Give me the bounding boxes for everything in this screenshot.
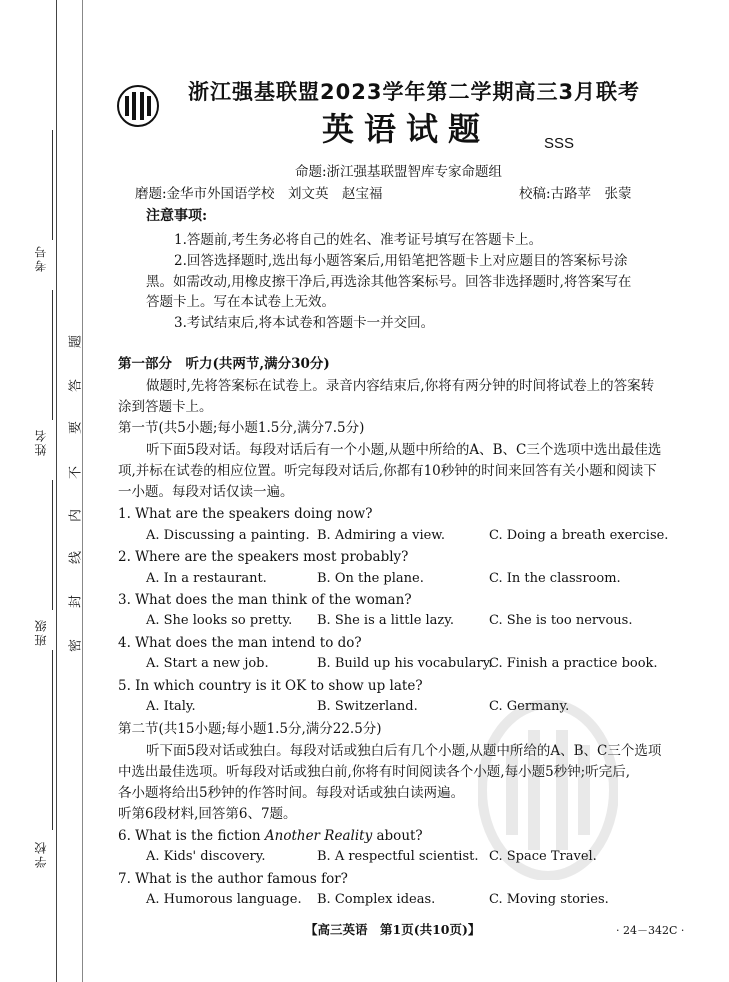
paper-code: SSS — [544, 135, 575, 152]
proposer: 命题:浙江强基联盟智库专家命题组 — [295, 164, 503, 180]
paper-number: · 24－342C · — [616, 924, 685, 937]
seal-char: 内 — [68, 509, 84, 523]
section1-heading: 第一节(共5小题;每小题1.5分,满分7.5分) — [118, 420, 365, 436]
seal-char: 线 — [68, 551, 84, 565]
question-stem-text: 6. What is the fiction — [118, 828, 265, 844]
part1-intro: 做题时,先将答案标在试卷上。录音内容结束后,你将有两分钟的时间将试卷上的答案转 — [146, 378, 655, 394]
binding-line-outer — [56, 0, 57, 982]
option-b: B. On the plane. — [317, 571, 424, 586]
seal-char: 不 — [68, 466, 84, 480]
option-c: C. In the classroom. — [489, 571, 621, 586]
question-stem — [118, 826, 423, 847]
option-c: C. Doing a breath exercise. — [489, 528, 669, 543]
class-label: 班级 — [34, 618, 48, 646]
question-stem: 7. What is the author famous for? — [118, 871, 348, 887]
option-c: C. She is too nervous. — [489, 613, 633, 628]
question-stem: 3. What does the man think of the woman? — [118, 592, 412, 608]
class-write-line — [52, 480, 53, 610]
part1-heading: 第一部分 听力(共两节,满分30分) — [118, 356, 330, 372]
seal-char: 答 — [68, 379, 84, 393]
option-a: A. Start a new job. — [146, 656, 269, 671]
section1-intro: 一小题。每段对话仅读一遍。 — [118, 484, 294, 500]
name-label: 姓名 — [34, 428, 48, 456]
option-b: B. Switzerland. — [317, 699, 418, 714]
note-item: 2.回答选择题时,选出每小题答案后,用铅笔把答题卡上对应题目的答案标号涂 — [174, 253, 628, 269]
section2-heading: 第二节(共15小题;每小题1.5分,满分22.5分) — [118, 721, 382, 737]
option-b: B. A respectful scientist. — [317, 849, 479, 864]
option-c: C. Finish a practice book. — [489, 656, 658, 671]
option-c: C. Space Travel. — [489, 849, 597, 864]
note-item: 1.答题前,考生务必将自己的姓名、准考证号填写在答题卡上。 — [174, 232, 543, 248]
exam-no-label: 考号 — [34, 244, 48, 272]
seal-char: 题 — [68, 335, 84, 349]
note-item: 黑。如需改动,用橡皮擦干净后,再选涂其他答案标号。回答非选择题时,将答案写在 — [146, 274, 632, 290]
option-a: A. She looks so pretty. — [146, 613, 293, 628]
page-footer: 【高三英语 第1页(共10页)】 — [305, 922, 481, 937]
question-stem: 2. Where are the speakers most probably? — [118, 549, 409, 565]
note-item: 3.考试结束后,将本试卷和答题卡一并交回。 — [174, 315, 435, 331]
binding-line-inner — [82, 0, 83, 982]
option-a: A. Humorous language. — [146, 892, 302, 907]
option-a: A. Italy. — [146, 699, 196, 714]
option-a: A. Kids' discovery. — [146, 849, 266, 864]
exam-title: 浙江强基联盟2023学年第二学期高三3月联考 — [188, 80, 641, 104]
note-item: 答题卡上。写在本试卷上无效。 — [146, 294, 335, 310]
option-a: A. Discussing a painting. — [146, 528, 310, 543]
proofreader: 校稿:古路苹 张蒙 — [519, 186, 632, 202]
option-a: A. In a restaurant. — [146, 571, 267, 586]
school-label: 学校 — [34, 840, 48, 868]
seal-char: 密 — [68, 639, 84, 653]
option-b: B. Admiring a view. — [317, 528, 446, 543]
option-c: C. Moving stories. — [489, 892, 609, 907]
question-stem: 1. What are the speakers doing now? — [118, 506, 373, 522]
seal-char: 要 — [68, 421, 84, 435]
section1-intro: 项,并标在试卷的相应位置。听完每段对话后,你都有10秒钟的时间来回答有关小题和阅读下 — [118, 463, 657, 479]
school-write-line — [52, 650, 53, 830]
polisher: 磨题:金华市外国语学校 刘文英 赵宝福 — [135, 186, 383, 202]
section2-intro: 听下面5段对话或独白。每段对话或独白后有几个小题,从题中所给的A、B、C三个选项 — [146, 743, 662, 759]
section2-intro: 各小题将给出5秒钟的作答时间。每段对话或独白读两遍。 — [118, 785, 465, 801]
alliance-logo-icon — [116, 84, 160, 128]
fiction-title: Another Reality — [264, 828, 373, 844]
part1-intro: 涂到答题卡上。 — [118, 399, 213, 415]
option-c: C. Germany. — [489, 699, 570, 714]
subject-title: 英语试题 — [322, 110, 491, 148]
notes-heading: 注意事项: — [146, 208, 208, 224]
name-write-line — [52, 290, 53, 420]
question-stem: 4. What does the man intend to do? — [118, 635, 362, 651]
question-stem-text: about? — [372, 828, 423, 844]
option-b: B. Complex ideas. — [317, 892, 436, 907]
watermark-logo-icon — [478, 700, 618, 880]
seal-char: 封 — [68, 595, 84, 609]
option-b: B. Build up his vocabulary. — [317, 656, 493, 671]
option-b: B. She is a little lazy. — [317, 613, 455, 628]
material-instruction: 听第6段材料,回答第6、7题。 — [118, 806, 297, 822]
exam-no-write-line — [52, 130, 53, 240]
section1-intro: 听下面5段对话。每段对话后有一个小题,从题中所给的A、B、C三个选项中选出最佳选 — [146, 442, 662, 458]
question-stem: 5. In which country is it OK to show up late? — [118, 678, 423, 694]
section2-intro: 中选出最佳选项。听每段对话或独白前,你将有时间阅读各个小题,每小题5秒钟;听完后, — [118, 764, 631, 780]
